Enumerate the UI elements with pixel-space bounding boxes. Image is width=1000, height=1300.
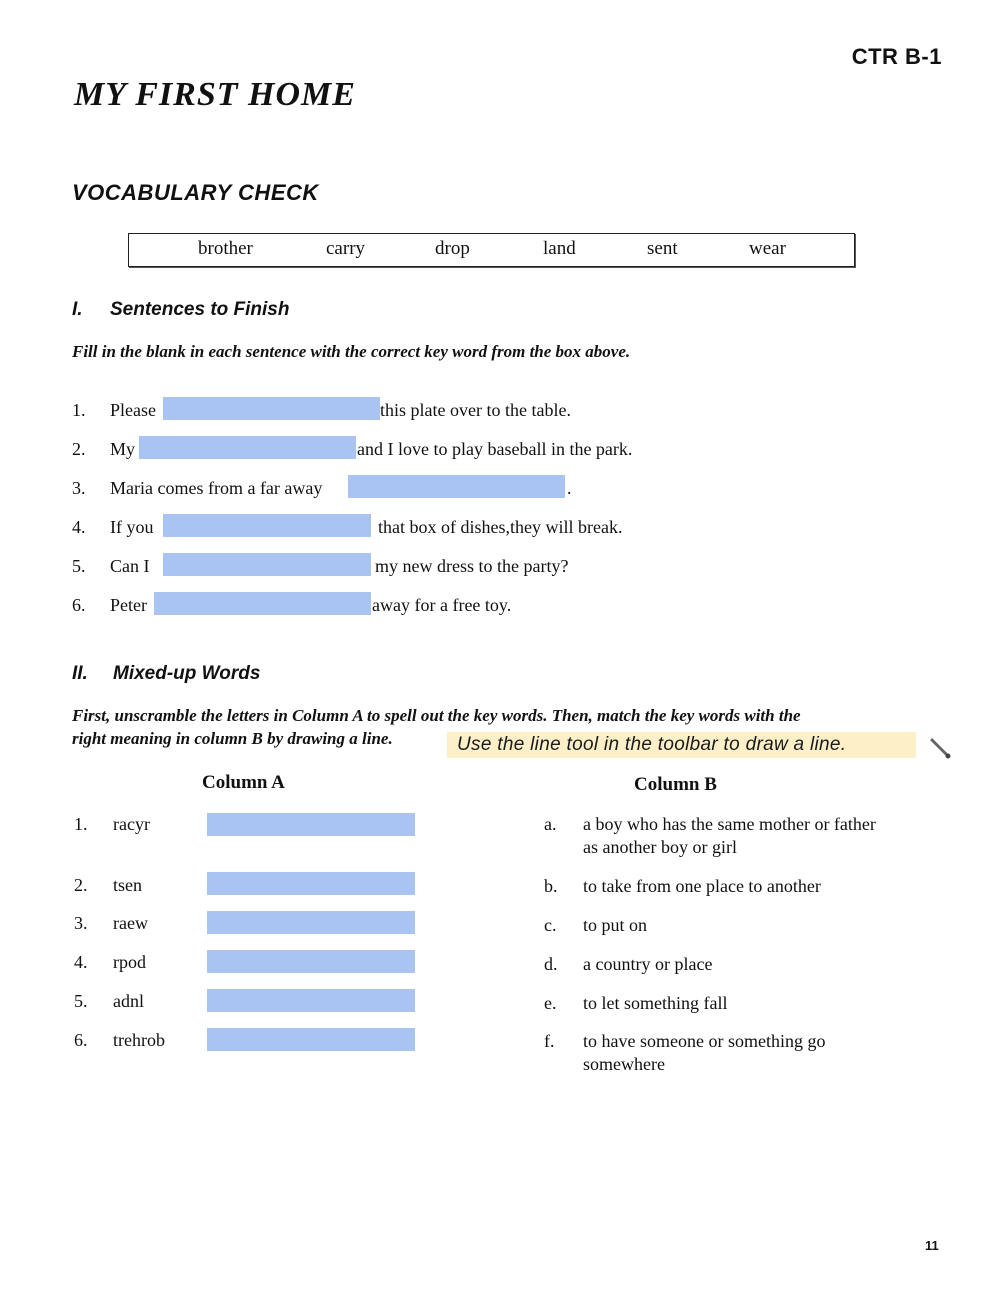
sentence-end: and I love to play baseball in the park. (357, 439, 633, 459)
sentence-start: My (110, 439, 136, 459)
unscramble-answer-1[interactable] (207, 813, 415, 836)
sentence-start: If you (110, 517, 154, 537)
scrambled-word: rpod (113, 952, 146, 972)
answer-blank-3[interactable] (348, 475, 565, 498)
scrambled-word: tsen (113, 875, 142, 895)
answer-blank-4[interactable] (163, 514, 371, 537)
meaning-letter: e. (544, 993, 557, 1013)
key-word: carry (326, 238, 366, 259)
page-title: MY FIRST HOME (74, 76, 356, 113)
meaning-text: a country or place (583, 954, 713, 974)
section-title: Mixed-up Words (113, 663, 261, 684)
item-number: 4. (72, 517, 86, 537)
section-number: I. (72, 299, 83, 320)
answer-blank-6[interactable] (154, 592, 371, 615)
item-number: 6. (74, 1030, 88, 1050)
section-number: II. (72, 663, 88, 684)
meaning-line: as another boy or girl (583, 837, 737, 857)
meaning-letter: f. (544, 1031, 555, 1051)
key-word: land (543, 238, 576, 259)
meaning-line: to have someone or something go (583, 1031, 826, 1051)
meaning-line: a boy who has the same mother or father (583, 814, 876, 834)
scrambled-word: adnl (113, 991, 144, 1011)
key-word: brother (198, 238, 253, 259)
scrambled-word: racyr (113, 814, 150, 834)
key-word: drop (435, 238, 470, 259)
item-number: 1. (74, 814, 88, 834)
unscramble-answer-2[interactable] (207, 872, 415, 895)
column-b-heading: Column B (634, 774, 717, 795)
meaning-letter: b. (544, 876, 558, 896)
item-number: 4. (74, 952, 88, 972)
unscramble-answer-5[interactable] (207, 989, 415, 1012)
unscramble-answer-4[interactable] (207, 950, 415, 973)
sentence-start: Peter (110, 595, 147, 615)
unscramble-answer-6[interactable] (207, 1028, 415, 1051)
section-instruction: right meaning in column B by drawing a line. (72, 729, 393, 748)
unscramble-answer-3[interactable] (207, 911, 415, 934)
item-number: 6. (72, 595, 86, 615)
vocabulary-heading: VOCABULARY CHECK (72, 180, 319, 205)
meaning-line: somewhere (583, 1054, 665, 1074)
line-tool-icon[interactable] (926, 734, 954, 762)
item-number: 3. (72, 478, 86, 498)
scrambled-word: trehrob (113, 1030, 165, 1050)
answer-blank-2[interactable] (139, 436, 356, 459)
sentence-start: Maria comes from a far away (110, 478, 323, 498)
item-number: 1. (72, 400, 86, 420)
answer-blank-5[interactable] (163, 553, 371, 576)
key-word-box (128, 233, 855, 267)
line-tool-hint: Use the line tool in the toolbar to draw a line. (447, 732, 916, 758)
item-number: 5. (72, 556, 86, 576)
meaning-text (583, 813, 876, 859)
scrambled-word: raew (113, 913, 148, 933)
meaning-letter: a. (544, 814, 557, 834)
meaning-text (583, 1030, 825, 1076)
sentence-end: that box of dishes,they will break. (378, 517, 623, 537)
key-word: sent (647, 238, 678, 259)
section-title: Sentences to Finish (110, 299, 290, 320)
item-number: 2. (72, 439, 86, 459)
item-number: 3. (74, 913, 88, 933)
meaning-text: to take from one place to another (583, 876, 821, 896)
section-instruction: Fill in the blank in each sentence with the correct key word from the box above. (72, 342, 631, 361)
key-word: wear (749, 238, 786, 259)
meaning-text: to put on (583, 915, 648, 935)
sentence-start: Can I (110, 556, 150, 576)
item-number: 5. (74, 991, 88, 1011)
sentence-end: . (567, 478, 572, 498)
answer-blank-1[interactable] (163, 397, 380, 420)
column-a-heading: Column A (202, 772, 285, 793)
meaning-letter: d. (544, 954, 558, 974)
sentence-end: my new dress to the party? (375, 556, 569, 576)
page-number: 11 (925, 1238, 939, 1253)
document-code: CTR B-1 (851, 44, 942, 69)
section-instruction: First, unscramble the letters in Column A to spell out the key words. Then, match the key words with the (72, 706, 801, 725)
sentence-end: this plate over to the table. (380, 400, 571, 420)
sentence-start: Please (110, 400, 156, 420)
sentence-end: away for a free toy. (372, 595, 512, 615)
item-number: 2. (74, 875, 88, 895)
meaning-text: to let something fall (583, 993, 728, 1013)
meaning-letter: c. (544, 915, 557, 935)
